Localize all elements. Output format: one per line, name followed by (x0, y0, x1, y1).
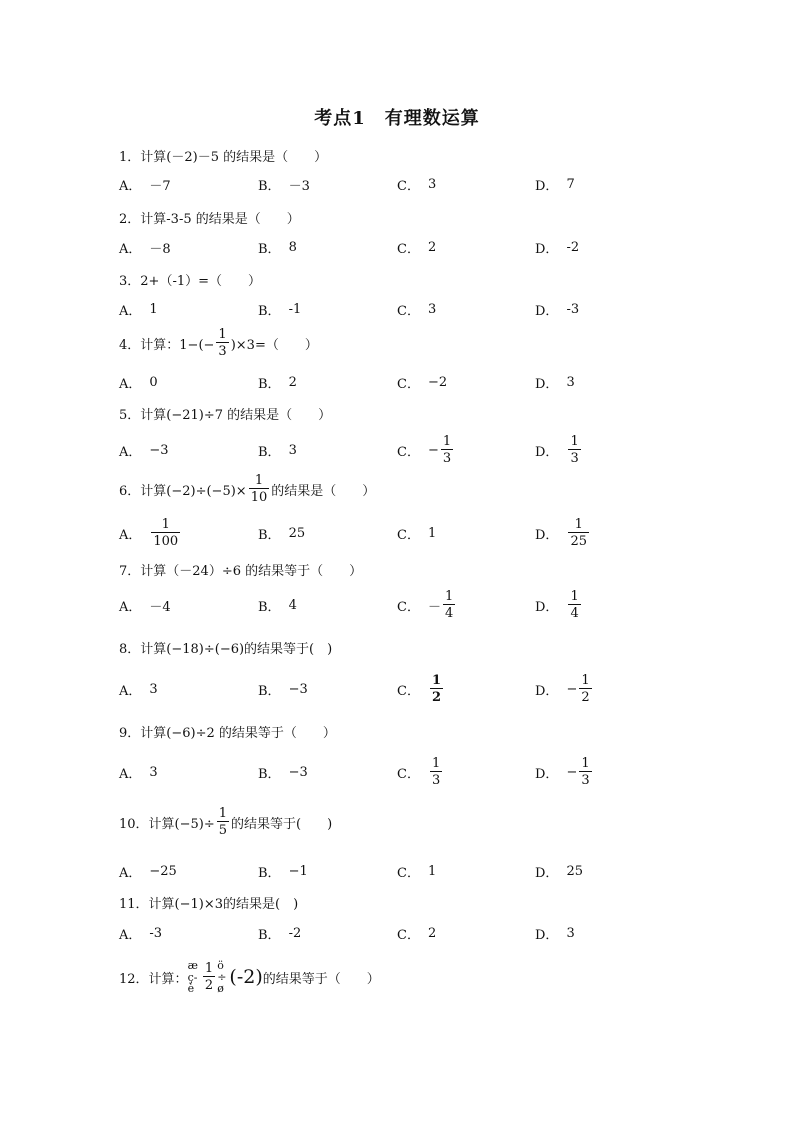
question-text-end: 的结果等于（ ） (262, 971, 380, 987)
option-c: C． 3 (397, 301, 437, 319)
option-a: A． －7 (119, 178, 171, 194)
option-a: A． 3 (119, 764, 158, 782)
fraction: $\frac{1}{5}$ (218, 806, 228, 838)
question-text: 计算(−5)÷ (148, 816, 215, 832)
question-text-end: )×3=（ ） (230, 337, 318, 353)
fraction: $\frac{1}{4}$ (570, 589, 579, 621)
option-b: B． −3 (258, 681, 308, 699)
option-a: A． －4 (119, 599, 171, 615)
question-6 (119, 474, 375, 504)
question-3 (119, 270, 261, 289)
option-d: D． 3 (535, 925, 575, 943)
option-b: B． 2 (258, 374, 297, 392)
question-number: 7． (119, 564, 141, 579)
question-number: 12． (119, 971, 149, 987)
options-7 (119, 590, 679, 620)
option-d: D． $\frac{1}{4}$ (535, 589, 579, 621)
question-7 (119, 560, 362, 579)
fraction: $\frac{1}{2}$ (581, 673, 590, 705)
fraction: $\frac{1}{4}$ (444, 589, 454, 621)
fraction: $\frac{1}{3}$ (570, 434, 579, 466)
question-text: 计算（－24）÷6 的结果等于（ ） (140, 564, 363, 579)
question-2 (119, 208, 300, 227)
option-b: B． 3 (258, 442, 297, 460)
option-d: D． 25 (535, 863, 583, 881)
options-9 (119, 757, 679, 787)
option-c: C． $\frac{1}{2}$ (397, 673, 441, 705)
option-b: B． 8 (258, 239, 297, 257)
question-text: 计算-3-5 的结果是（ ） (140, 212, 300, 227)
option-b: B． −1 (258, 863, 308, 881)
options-1 (119, 169, 679, 199)
question-number: 3． (119, 274, 141, 289)
option-d: D． -3 (535, 301, 580, 319)
option-a: A． －8 (119, 241, 171, 257)
option-d: D． 3 (535, 374, 575, 392)
question-9 (119, 722, 336, 741)
option-c: C． − $\frac{1}{3}$ (397, 434, 452, 466)
options-3 (119, 294, 679, 324)
option-c: C． － $\frac{1}{4}$ (397, 589, 454, 621)
option-b: B． 25 (258, 525, 306, 543)
question-number: 4． (119, 337, 141, 353)
option-a: A． 0 (119, 374, 158, 392)
option-a: A． 3 (119, 681, 158, 699)
options-10 (119, 856, 679, 886)
option-d: D． − $\frac{1}{2}$ (535, 673, 590, 705)
question-number: 8． (119, 642, 141, 657)
option-d: D． -2 (535, 239, 580, 257)
option-a: A． −25 (119, 863, 177, 881)
question-4 (119, 328, 318, 358)
option-c: C． 2 (397, 239, 437, 257)
options-6 (119, 518, 679, 548)
fraction: $\frac{1}{25}$ (570, 517, 587, 549)
option-a: A． 1 (119, 301, 158, 319)
question-text: 计算(−6)÷2 的结果等于（ ） (140, 726, 336, 741)
fraction: $\frac{1}{100}$ (153, 517, 179, 549)
question-1 (119, 146, 327, 165)
question-5 (119, 404, 331, 423)
option-c: C． $\frac{1}{3}$ (397, 756, 441, 788)
fraction: $\frac{1}{3}$ (218, 327, 227, 359)
question-number: 6． (119, 483, 141, 499)
options-4 (119, 367, 679, 397)
question-text-end: 的结果是（ ） (271, 483, 376, 499)
question-text: 计算：1−(− (140, 337, 215, 353)
paren-glyphs-left: æ ç- è (187, 959, 198, 996)
fraction: $\frac{1}{10}$ (250, 473, 268, 505)
option-a: A． −3 (119, 442, 169, 460)
option-c: C． 2 (397, 925, 437, 943)
fraction: $\frac{1}{2}$ (431, 673, 441, 705)
question-text: 计算(−2)÷(−5)× (140, 483, 247, 499)
options-5 (119, 435, 679, 465)
question-10 (119, 807, 332, 837)
question-text: 计算(−1)×3的结果是( ) (148, 897, 299, 912)
option-a: A． $\frac{1}{100}$ (119, 517, 179, 549)
option-b: B． 4 (258, 597, 297, 615)
option-c: C． −2 (397, 374, 448, 392)
page-title: 考点1 有理数运算 (314, 108, 480, 129)
option-b: B． −3 (258, 764, 308, 782)
option-d: D． 7 (535, 176, 575, 194)
options-2 (119, 232, 679, 262)
fraction: $\frac{1}{2}$ (204, 961, 214, 994)
option-d: D． $\frac{1}{25}$ (535, 517, 587, 549)
fraction: $\frac{1}{3}$ (431, 756, 441, 788)
question-text: 2+（-1）=（ ） (140, 274, 262, 289)
options-11 (119, 918, 679, 948)
question-number: 11． (119, 897, 149, 912)
option-b: B． -2 (258, 925, 302, 943)
paren-glyphs-right: ö ÷ ø (217, 959, 227, 996)
question-text: 计算(−21)÷7 的结果是（ ） (140, 408, 332, 423)
question-11 (119, 893, 298, 912)
option-c: C． 1 (397, 863, 437, 881)
option-a: A． -3 (119, 925, 163, 943)
fraction: $\frac{1}{3}$ (581, 756, 590, 788)
question-number: 10． (119, 816, 149, 832)
question-text-end: 的结果等于( ) (231, 816, 333, 832)
question-number: 2． (119, 212, 141, 227)
question-number: 9． (119, 726, 141, 741)
question-text: 计算： (148, 971, 188, 987)
option-d: D． − $\frac{1}{3}$ (535, 756, 590, 788)
question-number: 5． (119, 408, 141, 423)
question-text: 计算(－2)－5 的结果是（ ） (140, 150, 328, 165)
question-text: 计算(−18)÷(−6)的结果等于( ) (140, 642, 333, 657)
option-b: B． -1 (258, 301, 302, 319)
option-d: D． $\frac{1}{3}$ (535, 434, 579, 466)
fraction: $\frac{1}{3}$ (442, 434, 452, 466)
option-c: C． 3 (397, 176, 437, 194)
option-c: C． 1 (397, 525, 437, 543)
option-b: B． －3 (258, 178, 310, 194)
question-8 (119, 638, 332, 657)
question-number: 1． (119, 150, 141, 165)
paren-term: (-2) (229, 965, 263, 988)
question-12 (119, 960, 380, 995)
options-8 (119, 674, 679, 704)
